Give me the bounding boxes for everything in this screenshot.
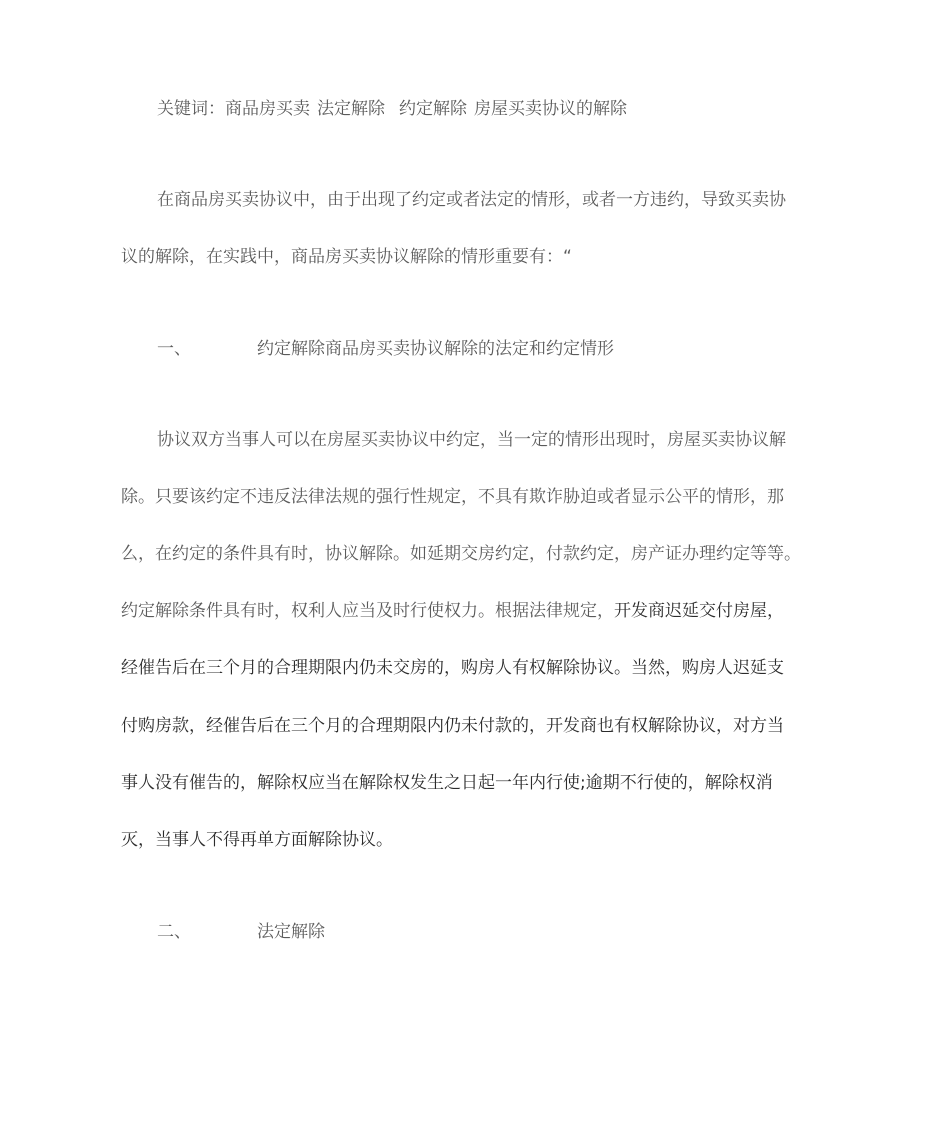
para-1-line-4 (121, 600, 784, 622)
para-1-line-2: 除。只要该约定不违反法律法规的强行性规定，不具有欺诈胁迫或者显示公平的情形，那 (121, 487, 784, 507)
para-1-line-3: 么，在约定的条件具有时，协议解除。如延期交房约定，付款约定，房产证办理约定等等。 (121, 544, 801, 564)
keyword-item: 法定解除 (317, 99, 385, 119)
keyword-item: 房屋买卖协议的解除 (474, 99, 627, 119)
keyword-item: 约定解除 (399, 99, 467, 119)
para-1-line-4-regular: 约定解除条件具有时，权利人应当及时行使权力。根据法律规定， (121, 601, 614, 621)
section-1-number: 一、 (157, 339, 191, 359)
para-1-line-5: 经催告后在三个月的合理期限内仍未交房的，购房人有权解除协议。当然，购房人迟延支 (121, 658, 784, 678)
section-1-title: 约定解除商品房买卖协议解除的法定和约定情形 (257, 339, 614, 359)
para-1-line-8: 灭，当事人不得再单方面解除协议。 (121, 830, 393, 850)
keywords-line (157, 98, 627, 120)
section-2-heading (157, 921, 325, 943)
section-2-number: 二、 (157, 922, 191, 942)
intro-line-2: 议的解除，在实践中，商品房买卖协议解除的情形重要有：“ (121, 247, 572, 267)
keyword-item: 商品房买卖 (225, 99, 310, 119)
para-1-line-7: 事人没有催告的，解除权应当在解除权发生之日起一年内行使;逾期不行使的，解除权消 (121, 773, 773, 793)
section-2-title: 法定解除 (257, 922, 325, 942)
para-1-line-4-emphasis: 开发商迟延交付房屋， (614, 601, 784, 621)
section-1-heading (157, 338, 614, 360)
para-1-line-1: 协议双方当事人可以在房屋买卖协议中约定，当一定的情形出现时，房屋买卖协议解 (157, 430, 786, 450)
keywords-label: 关键词： (157, 99, 225, 119)
para-1-line-6: 付购房款，经催告后在三个月的合理期限内仍未付款的，开发商也有权解除协议，对方当 (121, 716, 784, 736)
intro-line-1: 在商品房买卖协议中，由于出现了约定或者法定的情形，或者一方违约，导致买卖协 (157, 190, 786, 210)
